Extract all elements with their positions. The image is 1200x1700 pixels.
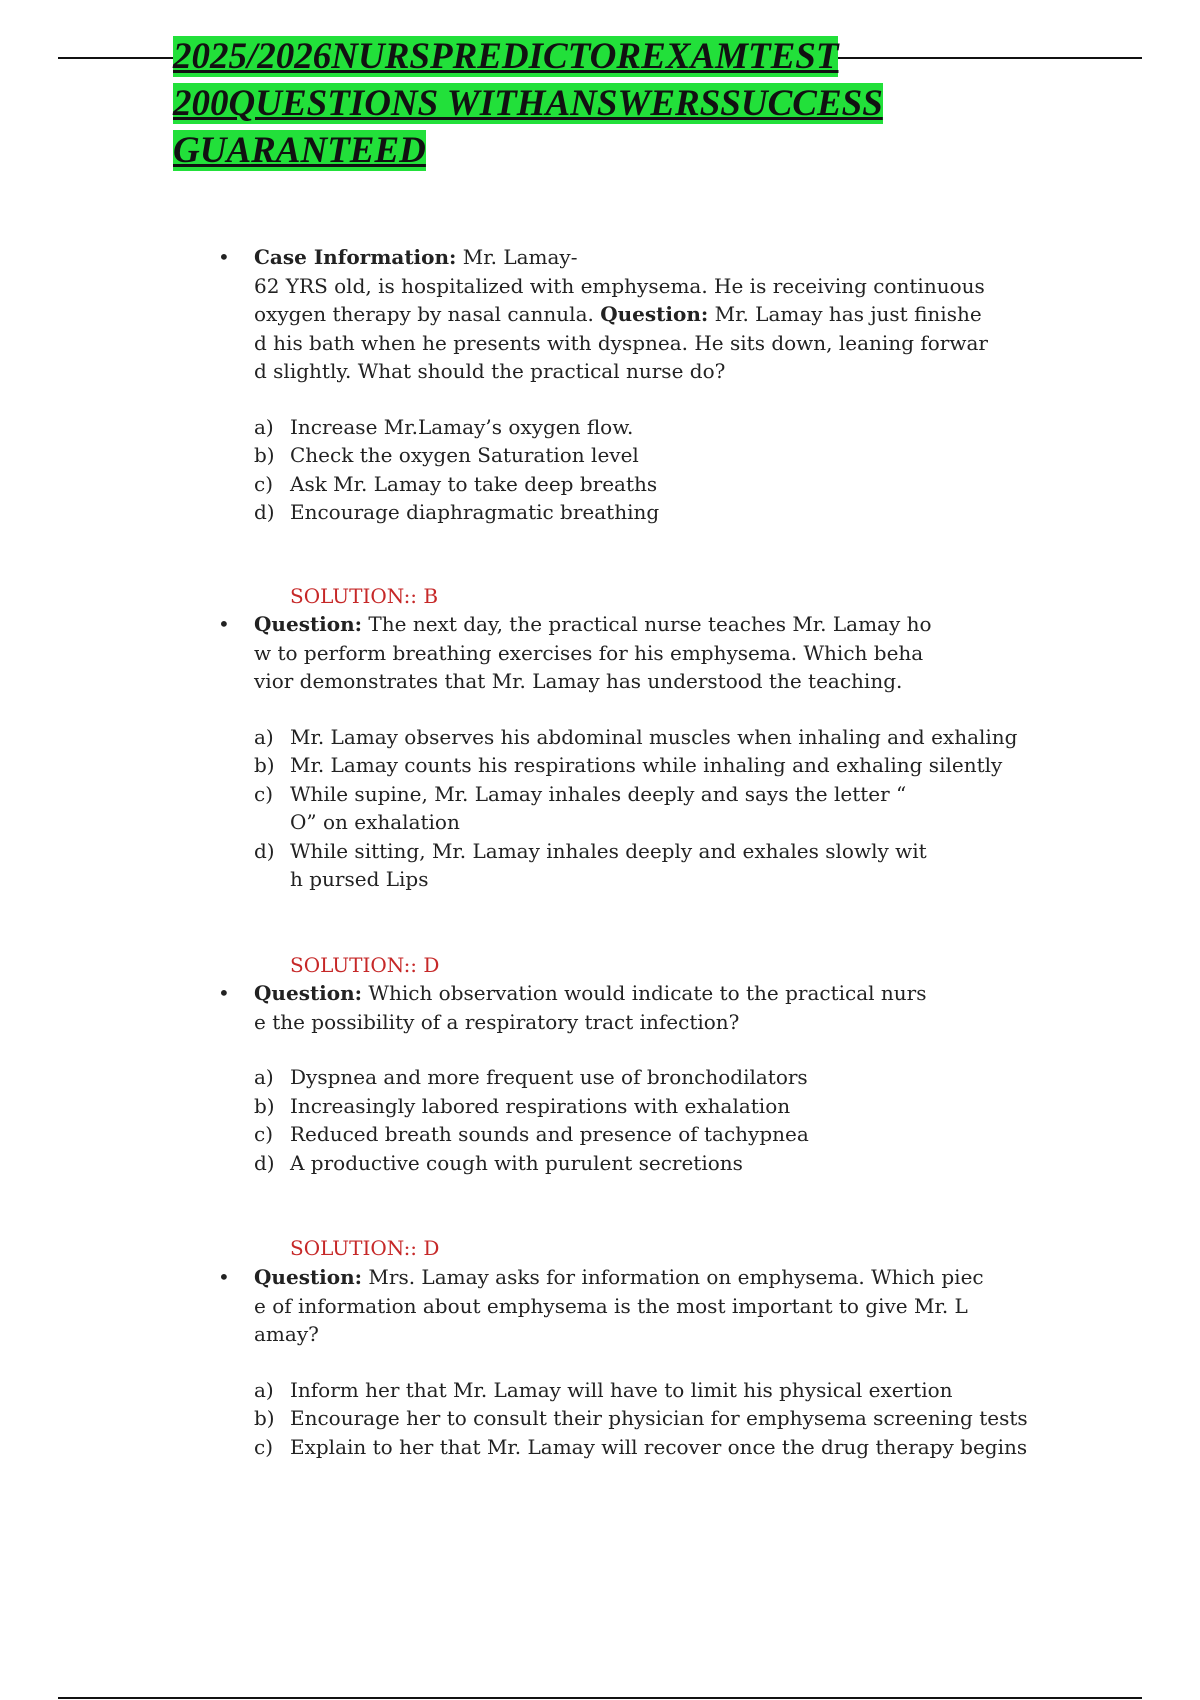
- option-b: b) Check the oxygen Saturation level: [254, 443, 639, 467]
- option-a: a) Dyspnea and more frequent use of bronchodilators: [254, 1065, 808, 1089]
- option-c: c) Ask Mr. Lamay to take deep breaths: [254, 471, 658, 496]
- option-b: b) Increasingly labored respirations with exhalation: [254, 1093, 791, 1118]
- option-list: [254, 1376, 1074, 1462]
- question-item-2: [218, 610, 1074, 894]
- option-a: a) Inform her that Mr. Lamay will have to limit his physical exertion: [254, 1377, 953, 1402]
- solution-label: SOLUTION:: D: [290, 953, 440, 977]
- option-list: [254, 723, 1074, 894]
- footer-rule: [58, 1697, 1142, 1699]
- solution-label: SOLUTION:: B: [290, 584, 439, 608]
- question-stem: Question: The next day, the practical nurse teaches Mr. Lamay ho w to perform breathing exercises for his emphysema. Which beha vior demonstrates that Mr. Lamay has understood the teaching.: [254, 612, 932, 693]
- option-a: a) Increase Mr.Lamay’s oxygen flow.: [254, 414, 634, 439]
- question-label: Question:: [254, 612, 363, 636]
- question-stem: Question: Mrs. Lamay asks for information on emphysema. Which piec e of information about emphysema is the most important to give Mr. L amay?: [254, 1265, 984, 1346]
- question-item-4: [218, 1263, 1074, 1461]
- option-list: [254, 1063, 1074, 1177]
- option-c: c) While supine, Mr. Lamay inhales deeply and says the letter “ O” on exhalation: [254, 781, 907, 834]
- bullet: •: [218, 245, 230, 269]
- option-list: [254, 413, 1074, 527]
- option-d: d) While sitting, Mr. Lamay inhales deeply and exhales slowly wit h pursed Lips: [254, 838, 927, 891]
- question-stem: Case Information: Mr. Lamay- 62 YRS old, is hospitalized with emphysema. He is receiving continuous oxygen therapy by nasal cannula. Question: Mr. Lamay has just finishe d his bath when he presents with dyspnea. He sits down, leaning forwar d slightly. What should the practical nurse do?: [254, 245, 988, 383]
- option-a: a) Mr. Lamay observes his abdominal muscles when inhaling and exhaling: [254, 724, 1018, 749]
- question-stem: Question: Which observation would indicate to the practical nurs e the possibility of a respiratory tract infection?: [254, 981, 927, 1034]
- option-c: c) Explain to her that Mr. Lamay will recover once the drug therapy begins: [254, 1434, 1028, 1459]
- bullet: •: [218, 1265, 230, 1289]
- bullet: •: [218, 612, 230, 636]
- option-b: b) Mr. Lamay counts his respirations while inhaling and exhaling silently: [254, 753, 1003, 777]
- option-d: d) A productive cough with purulent secretions: [254, 1150, 743, 1175]
- title-line: 2025/2026NURSPREDICTOREXAMTEST: [173, 36, 839, 77]
- title-line: 200QUESTIONS WITHANSWERSSUCCESS: [173, 83, 883, 124]
- question-item-3: [218, 979, 1074, 1177]
- question-label: Question:: [254, 1265, 363, 1289]
- option-d: d) Encourage diaphragmatic breathing: [254, 500, 660, 524]
- option-b: b) Encourage her to consult their physician for emphysema screening tests: [254, 1406, 1028, 1430]
- bullet: •: [218, 981, 230, 1005]
- option-c: c) Reduced breath sounds and presence of tachypnea: [254, 1122, 809, 1146]
- question-label: Question:: [254, 981, 363, 1005]
- title-line: GUARANTEED: [173, 130, 426, 171]
- case-info-label: Case Information:: [254, 245, 457, 269]
- question-label: Question:: [600, 302, 709, 326]
- document-title: [173, 33, 883, 174]
- solution-label: SOLUTION:: D: [290, 1236, 440, 1260]
- question-item-1: [218, 243, 1074, 527]
